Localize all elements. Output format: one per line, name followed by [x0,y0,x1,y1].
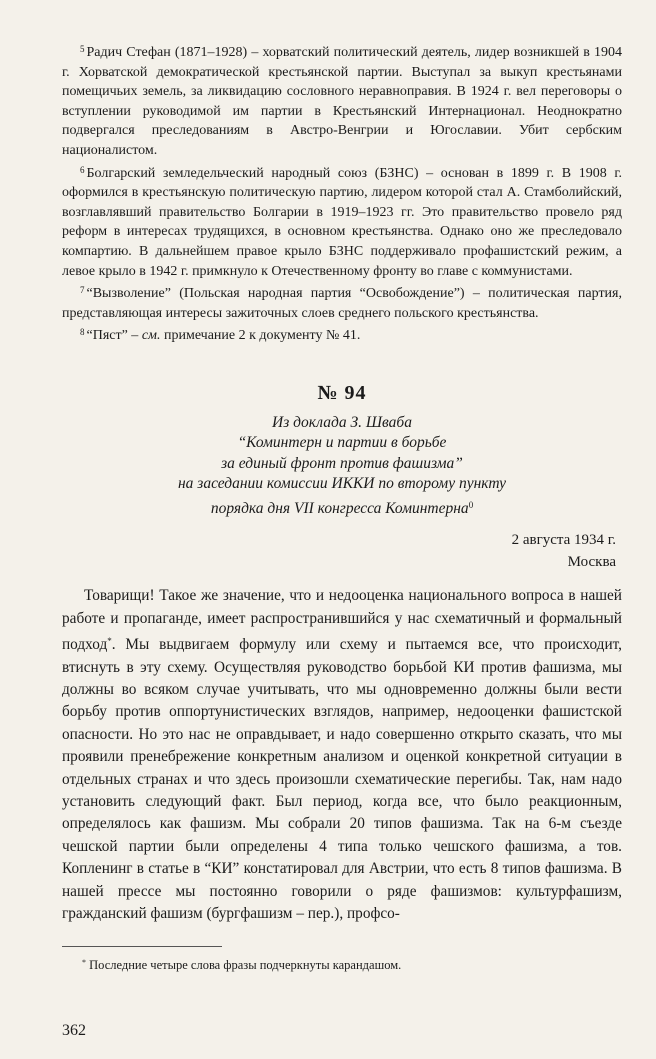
body-text-part: . Мы выдвигаем формулу или схему и пытаемся все, что происходит, втиснуть в эту схему. Осуществляя руководство борьбой КИ против фашизма, мы должны во всяком случае учитывать, что мы одновременно должны были вести борьбу против оппортунистических взглядов, например, недооценки фашистской опасности. Но это нас не оправдывает, и надо совершенно открыто сказать, что мы проявили пренебрежение конкретным анализом и оценкой конкретной ситуации в отдельных странах и что здесь произошли схематические перегибы. Так, нам надо установить следующий факт. Был период, когда все, что было реакционным, определялось как фашизм. Мы собрали 20 типов фашизма. Так на 6-м съезде чешской партии были определены 4 типа только чешского фашизма, а тов. Копленинг в статье в “КИ” констатировал для Австрии, что есть 8 типов фашизма. В нашей прессе мы постоянно говорили о ряде фашизмов: культурфашизм, гражданский фашизм (бургфашизм – пер.), профсо- [62,636,622,923]
dateline [62,529,622,573]
endnote-number: 8 [80,327,85,338]
title-line: “Коминтерн и партии в борьбе [237,434,447,452]
footnote-ref-mark: * [107,636,112,647]
endnote-8 [62,323,622,346]
endnote-7 [62,281,622,323]
body-paragraph [62,585,622,925]
endnote-number: 7 [80,285,85,296]
endnote-text: Радич Стефан (1871–1928) – хорватский политический деятель, лидер возникшей в 1904 г. Хорватской демократической крестьянской партии. Выступал за выкуп крестьянами помещичьих земель, за ликвидацию сословного неравноправия. В 1924 г. вел переговоры о вступлении руководимой им партии в Крестьянский Интернационал. Неоднократно подвергался преследованиям в Австро-Венгрии и Югославии. Убит сербским националистом. [62,45,622,158]
endnote-number: 6 [80,164,85,175]
endnote-text: “Пяст” – [86,328,142,344]
title-line: на заседании комиссии ИККИ по второму пункту [177,475,507,493]
endnote-6 [62,161,622,282]
document-place: Москва [567,554,616,571]
footnote-divider [62,946,222,947]
title-line: Из доклада З. Шваба [272,413,412,431]
document-page [62,40,622,1040]
title-line-last [62,495,622,520]
endnotes-section [62,40,622,346]
endnote-5 [62,40,622,161]
endnote-italic-text: см. [141,328,161,344]
footnote-text: Последние четыре слова фразы подчеркнуты карандашом. [89,957,402,972]
document-number: № 94 [317,381,367,404]
document-date: 2 августа 1934 г. [511,532,616,549]
body-text-part: Товарищи! Такое же значение, что и недооценка национального вопроса в нашей работе и пропаганде, имеет распространившийся у нас схематичный и формальный подход [62,587,622,654]
title-note-mark: 0 [468,499,474,510]
page-number: 362 [62,1022,86,1039]
title-line: за единый фронт против фашизма” [221,454,463,472]
endnote-number: 5 [80,44,85,54]
endnote-text: примечание 2 к документу № 41. [160,328,361,344]
footnote-mark: * [82,957,86,967]
footnote [62,955,622,973]
endnote-text: Болгарский земледельческий народный союз (БЗНС) – основан в 1899 г. В 1908 г. оформился в крестьянскую политическую партию, лидером которой стал А. Стамболийский, возглавлявший правительство Болгарии в 1919–1923 гг. Это правительство провело ряд реформ в интересах трудящихся, в основном крестьянства. Однако оно же преследовало компартию. В дальнейшем правое крыло БЗНС поддерживало профашистский режим, а левое крыло в 1942 г. примкнуло к Отечественному фронту во главе с коммунистами. [62,165,622,279]
title-line: порядка дня VII конгресса Коминтерна [210,499,469,517]
document-title [62,413,622,520]
endnote-text: “Вызволение” (Польская народная партия “Освобождение”) – политическая партия, представляющая интересы зажиточных слоев среднего польского крестьянства. [62,286,622,321]
